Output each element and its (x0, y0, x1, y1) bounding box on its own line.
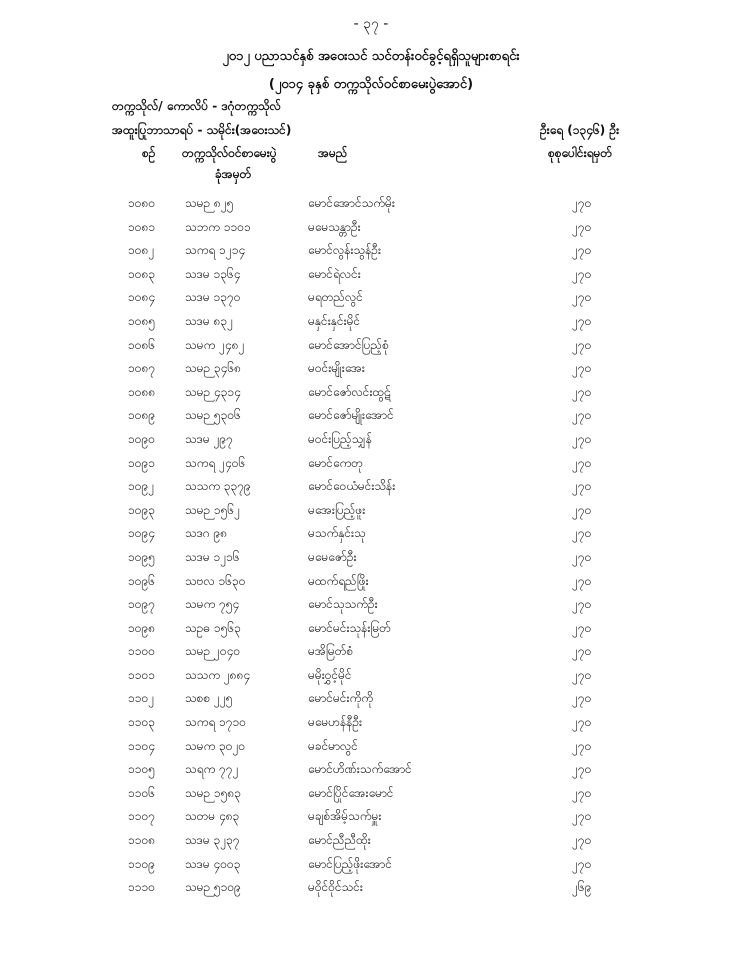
row-number: ၁၀၈၂ (128, 243, 155, 258)
student-name: မဝင်းမျိုးအေး (308, 361, 365, 376)
total-marks: ၂၇၀ (572, 243, 592, 258)
student-name: မမေဇော်ဦး (308, 549, 357, 564)
column-header-marks: စုစုပေါင်းရမှတ် (548, 146, 613, 160)
student-name: မောင်ကေတု (308, 455, 363, 470)
roll-number: သမက ၂၄၈၂ (185, 337, 245, 352)
row-number: ၁၀၈၆ (128, 337, 156, 352)
row-number: ၁၀၈၈ (128, 384, 156, 399)
roll-number: သတမ ၄၈၃ (185, 809, 240, 824)
roll-number: သဘက ၁၁၀၁ (185, 219, 251, 234)
row-number: ၁၀၉၅ (128, 549, 155, 564)
table-row (0, 853, 742, 877)
table-row (0, 546, 742, 570)
document-subtitle: (၂၀၁၄ ခုနှစ် တက္ကသိုလ်ဝင်စာမေးပွဲအောင်) (268, 77, 474, 92)
row-number: ၁၀၉၄ (128, 526, 155, 541)
table-row (0, 263, 742, 287)
student-name: မမိုးဝွှင့်မိုင် (308, 667, 352, 682)
table-row (0, 286, 742, 310)
table-row (0, 452, 742, 476)
student-name: မခင်မာလွင် (308, 738, 358, 753)
student-name: မသက်နှင်းသု (308, 526, 366, 541)
student-name: မဝင်းပြည့်သျှန် (308, 431, 372, 446)
row-number: ၁၀၈၁ (128, 219, 156, 234)
row-number: ၁၀၉၂ (128, 479, 155, 494)
table-row (0, 782, 742, 806)
student-name: မောင်ရဲလင်း (308, 266, 361, 281)
student-name: မောင်ပြိုင်အေးမောင် (308, 785, 394, 800)
roll-number: သဥဓ ၁၅၆၃ (185, 620, 241, 635)
table-row (0, 381, 742, 405)
student-name: မောင်ပြည့်ဖိုးအောင် (308, 856, 392, 871)
student-name: မောင်ဇော်လင်းထွဋ် (308, 384, 391, 399)
roll-number: သမဉ ၂၀၄၀ (185, 644, 241, 659)
roll-number: သမဉ ၈၂၅ (185, 196, 234, 210)
row-number: ၁၁၀၉ (128, 856, 155, 871)
total-marks: ၂၇၀ (572, 479, 592, 494)
roll-number: သမဉ ၁၅၈၃ (185, 785, 242, 800)
total-marks: ၂၇၀ (572, 597, 592, 612)
student-name: မအိမြတ်စံ (308, 644, 354, 659)
total-marks: ၂၇၀ (572, 431, 592, 446)
table-row (0, 711, 742, 735)
row-number: ၁၀၉၇ (128, 597, 155, 612)
student-name: မောင်ညီညီထိုး (308, 833, 371, 848)
student-name: မောင်မင်းကိုကို (308, 691, 374, 706)
row-number: ၁၁၀၆ (128, 785, 155, 800)
table-row (0, 758, 742, 782)
table-row (0, 428, 742, 452)
row-number: ၁၁၀၅ (128, 762, 155, 777)
document-title: ၂၀၁၂ ပညာသင်နှစ် အဝေးသင် သင်တန်းဝင်ခွင့်ရရှိသူများစာရင်း (222, 49, 520, 64)
total-marks: ၂၇၀ (572, 196, 592, 210)
student-name: မောင်ဟိဏ်းသက်အောင် (308, 762, 412, 777)
row-number: ၁၀၉၀ (128, 431, 155, 446)
row-number: ၁၁၀၄ (128, 738, 155, 753)
roll-number: သရက ၇၇၂ (185, 762, 239, 777)
table-row (0, 404, 742, 428)
student-name: မောင်ဇော်မျိုးအောင် (308, 408, 394, 423)
student-name: မောင်အောင်သက်မိုး (308, 196, 395, 210)
row-number: ၁၁၀၇ (128, 809, 155, 824)
roll-number: သဗလ ၁၆၃၀ (185, 573, 246, 588)
student-name: မရတည်လွင် (308, 290, 363, 305)
table-row (0, 357, 742, 381)
total-marks: ၂၇၀ (572, 290, 592, 305)
roll-number: သဒမ ၄၀၀၃ (185, 856, 241, 871)
subject-header: အထူးပြုဘာသာရပ် - သမိုင်း(အဝေးသင်) (112, 123, 292, 137)
row-number: ၁၀၈၄ (128, 290, 156, 305)
row-number: ၁၀၉၁ (128, 455, 155, 470)
roll-number: သကရ ၁၂၁၄ (185, 243, 246, 258)
student-name: မောင်မင်းသုန်းမြတ် (308, 620, 391, 635)
total-marks: ၂၇၀ (572, 573, 592, 588)
roll-number: သမက ၃၀၂၀ (185, 738, 246, 753)
total-marks: ၂၇၀ (572, 856, 592, 871)
table-row (0, 216, 742, 240)
student-name: မောင်အောင်ပြည့်စုံ (308, 337, 389, 352)
table-row (0, 876, 742, 900)
total-marks: ၂၇၀ (572, 526, 592, 541)
student-name: မအေးပြည့်ဖူး (308, 502, 366, 517)
total-marks: ၂၇၀ (572, 408, 592, 423)
row-number: ၁၀၈၃ (128, 266, 156, 281)
table-row (0, 805, 742, 829)
total-marks: ၂၇၀ (572, 361, 592, 376)
roll-number: သမဉ ၅၃၀၆ (185, 408, 241, 423)
roll-number: သကရ ၁၇၁၀ (185, 715, 247, 730)
table-row (0, 522, 742, 546)
roll-number: သဒဂ ၉၈ (185, 526, 228, 541)
row-number: ၁၀၉၈ (128, 620, 156, 635)
count-header: ဦးရေ (၁၃၄၆) ဦး (540, 123, 620, 137)
total-marks: ၂၇၀ (572, 715, 592, 730)
total-marks: ၂၆၉ (572, 880, 592, 895)
student-name: မောင်လွန်းသွန်ဦး (308, 243, 381, 258)
student-name: မထက်ရည်ဖြိုး (308, 573, 369, 588)
column-header-roll: တက္ကသိုလ်ဝင်စာမေးပွဲ (182, 146, 277, 160)
roll-number: သသက ၂၈၈၄ (185, 667, 251, 682)
total-marks: ၂၇၀ (572, 691, 592, 706)
row-number: ၁၀၈၇ (128, 361, 156, 376)
roll-number: သဒမ ၁၃၇၀ (185, 290, 241, 305)
roll-number: သဒမ ၃၂၃၇ (185, 833, 240, 848)
row-number: ၁၀၈၉ (128, 408, 156, 423)
table-row (0, 735, 742, 759)
student-name: မနှင်းနှင်းမိုင် (308, 313, 361, 328)
total-marks: ၂၇၀ (572, 337, 592, 352)
row-number: ၁၀၉၃ (128, 502, 155, 517)
roll-number: သကရ ၂၄၀၆ (185, 455, 246, 470)
total-marks: ၂၇၀ (572, 313, 592, 328)
roll-number: သဒမ ၂၉၇ (185, 431, 233, 446)
table-row (0, 617, 742, 641)
row-number: ၁၀၉၆ (128, 573, 155, 588)
student-name: မမေသန္တာဦး (308, 219, 361, 234)
total-marks: ၂၇၀ (572, 809, 592, 824)
total-marks: ၂၇၀ (572, 502, 592, 517)
total-marks: ၂၇၀ (572, 833, 592, 848)
student-name: မမေဟန်နီဦး (308, 715, 363, 730)
results-table (0, 192, 742, 900)
roll-number: သမဉ ၃၄၆၈ (185, 361, 242, 376)
row-number: ၁၁၀၂ (128, 691, 155, 706)
total-marks: ၂၇၀ (572, 644, 592, 659)
roll-number: သဒမ ၈၃၂ (185, 313, 234, 328)
roll-number: သဒမ ၁၃၆၄ (185, 266, 241, 281)
page-number: - ၃၇ - (353, 16, 389, 32)
table-row (0, 192, 742, 216)
roll-number: သမက ၇၅၄ (185, 597, 240, 612)
table-row (0, 239, 742, 263)
row-number: ၁၁၀၃ (128, 715, 155, 730)
table-row (0, 640, 742, 664)
total-marks: ၂၇၀ (572, 384, 592, 399)
table-row (0, 829, 742, 853)
total-marks: ၂၇၀ (572, 620, 592, 635)
student-name: မောင်ဝေယံမင်းသိန်း (308, 479, 396, 494)
row-number: ၁၁၀၁ (128, 667, 155, 682)
roll-number: သမဉ ၅၁၀၉ (185, 880, 241, 895)
total-marks: ၂၇၀ (572, 455, 592, 470)
total-marks: ၂၇၀ (572, 219, 592, 234)
department-label: တက္ကသိုလ်/ ကောလိပ် - ဒဂုံတက္ကသိုလ် (112, 99, 281, 113)
total-marks: ၂၇၀ (572, 738, 592, 753)
total-marks: ၂၇၀ (572, 762, 592, 777)
roll-number: သမဉ ၁၅၆၂ (185, 502, 241, 517)
column-header-roll-line2: ခုံအမှတ် (215, 167, 252, 181)
row-number: ၁၁၀၈ (128, 833, 156, 848)
table-row (0, 499, 742, 523)
table-row (0, 475, 742, 499)
column-header-name: အမည် (318, 146, 348, 160)
column-header-no: စဉ် (142, 146, 156, 160)
total-marks: ၂၇၀ (572, 549, 592, 564)
roll-number: သဒမ ၁၂၁၆ (185, 549, 240, 564)
table-row (0, 664, 742, 688)
table-row (0, 687, 742, 711)
total-marks: ၂၇၀ (572, 785, 592, 800)
student-name: မဝိုင်ဝိုင်သင်း (308, 880, 363, 895)
row-number: ၁၀၈၀ (128, 196, 156, 210)
table-row (0, 593, 742, 617)
total-marks: ၂၇၀ (572, 667, 592, 682)
table-row (0, 334, 742, 358)
row-number: ၁၁၁၀ (128, 880, 155, 895)
row-number: ၁၁၀၀ (128, 644, 155, 659)
roll-number: သစစ ၂၂၅ (185, 691, 233, 706)
row-number: ၁၀၈၅ (128, 313, 156, 328)
roll-number: သမဉ ၄၃၁၄ (185, 384, 241, 399)
table-row (0, 570, 742, 594)
roll-number: သသက ၃၃၇၉ (185, 479, 251, 494)
table-row (0, 310, 742, 334)
student-name: မောင်သုသက်ဦး (308, 597, 378, 612)
student-name: မချစ်အိမ့်သက်မှူး (308, 809, 382, 824)
total-marks: ၂၇၀ (572, 266, 592, 281)
